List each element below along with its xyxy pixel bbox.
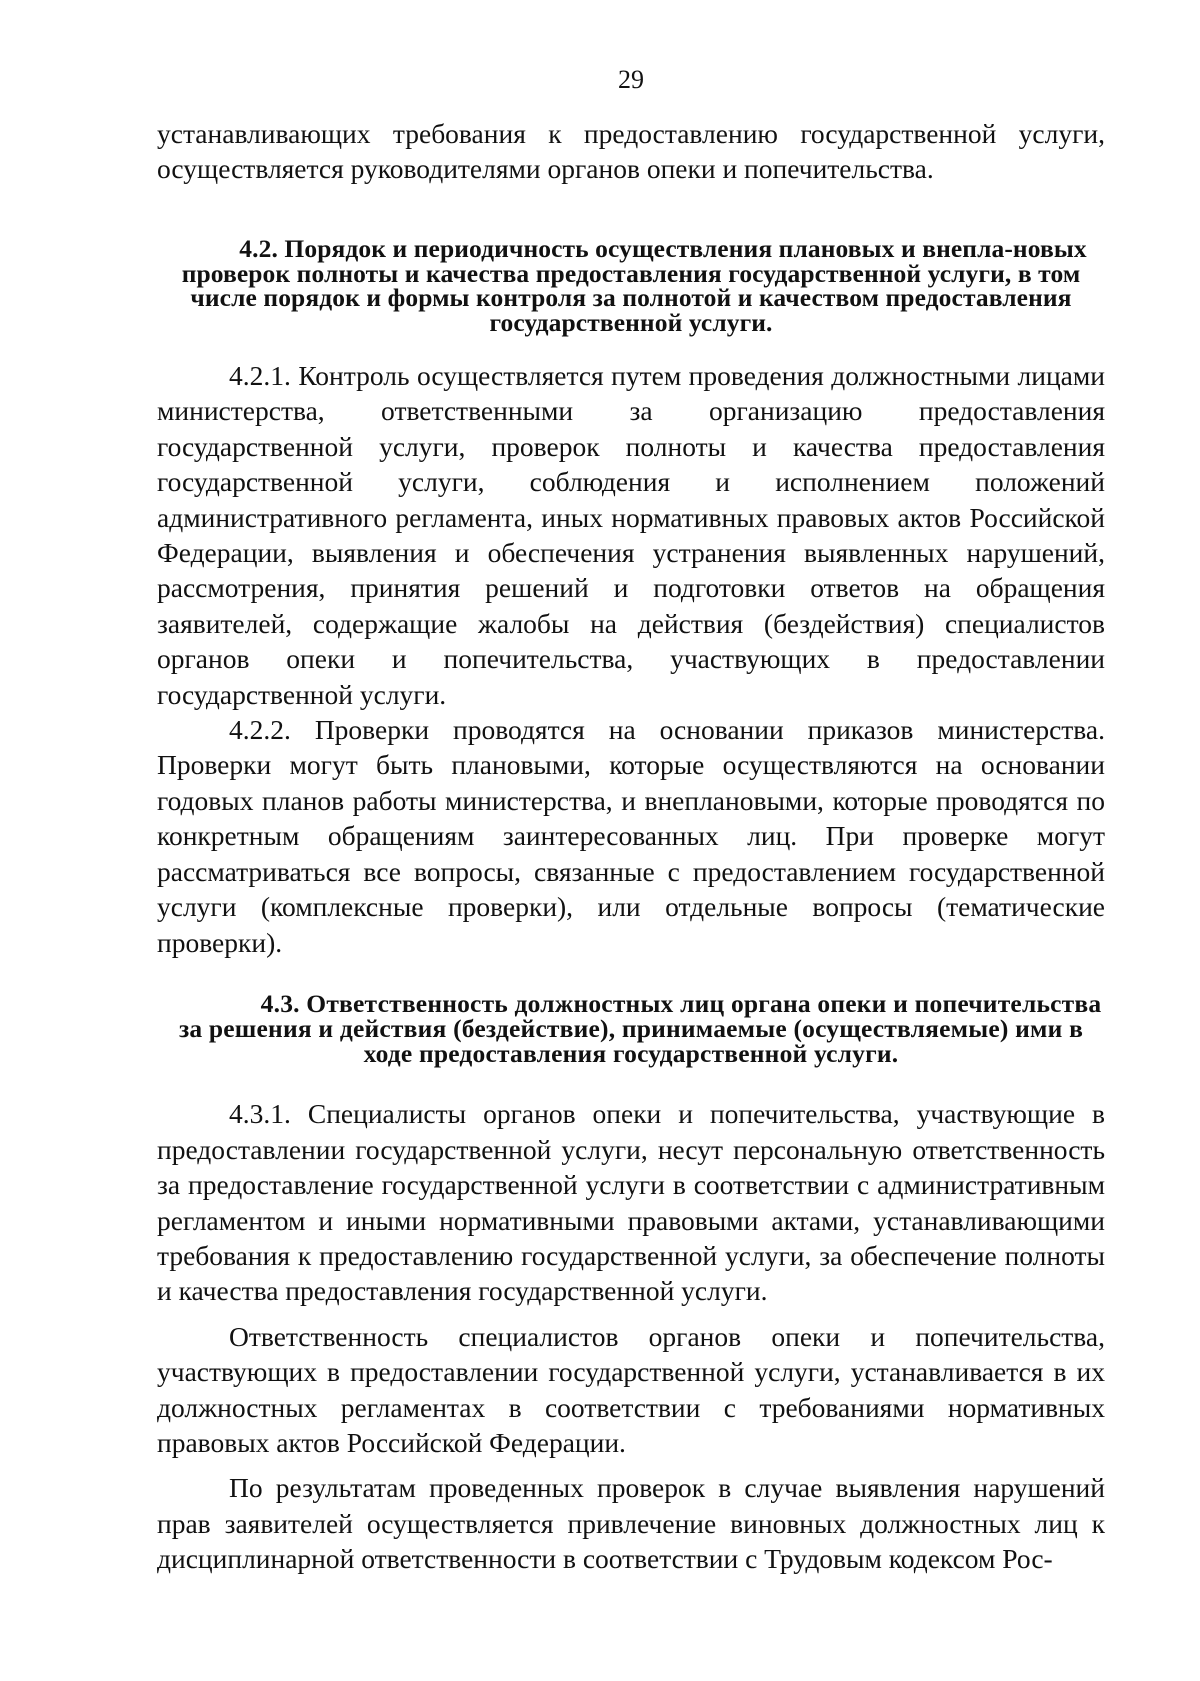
paragraph-responsibility: Ответственность специалистов органов опеки и попечительства, участвующих в предоставлении государственной услуги, устанавливается в их должностных регламентах в соответствии с требованиями нормативных правовых актов Российской Федерации. [157,1320,1105,1458]
paragraph-4-3-1: 4.3.1. Специалисты органов опеки и попечительства, участвующие в предоставлении государственной услуги, несут персональную ответственность за предоставление государственной услуги в соответствии с административным регламентом и иными нормативными правовыми актами, устанавливающими требования к предоставлению государственной услуги, за обеспечение полноты и качества предоставления государственной услуги. [157,1098,1105,1307]
intro-paragraph: устанавливающих требования к предоставлению государственной услуги, осуществляется руководителями органов опеки и попечительства. [157,118,1105,185]
paragraph-check-results: По результатам проведенных проверок в случае выявления нарушений прав заявителей осуществляется привлечение виновных должностных лиц к дисциплинарной ответственности в соответствии с Трудовым кодексом Рос- [157,1472,1105,1575]
page-number: 29 [618,65,644,94]
paragraph-4-2-1: 4.2.1. Контроль осуществляется путем проведения должностными лицами министерства, ответственными за организацию предоставления государственной услуги, проверок полноты и качества предоставления государственной услуги, соблюдения и исполнением положений административного регламента, иных нормативных правовых актов Российской Федерации, выявления и обеспечения устранения выявленных нарушений, рассмотрения, принятия решений и подготовки ответов на обращения заявителей, содержащие жалобы на действия (бездействия) специалистов органов опеки и попечительства, участвующих в предоставлении государственной услуги. [157,360,1105,710]
section-4-3-heading: 4.3. Ответственность должностных лиц органа опеки и попечительства за решения и действия (бездействие), принимаемые (осуществляемые) ими в ходе предоставления государственной услуги. [178,988,1102,1068]
document-page [157,62,1105,1577]
paragraph-4-2-2: 4.2.2. Проверки проводятся на основании приказов министерства. Проверки могут быть плановыми, которые осуществляются на основании годовых планов работы министерства, и внеплановыми, которые проводятся по конкретным обращениям заинтересованных лиц. При проверке могут рассматриваться все вопросы, связанные с предоставлением государственной услуги (комплексные проверки), или отдельные вопросы (тематические проверки). [157,714,1105,958]
section-4-2-heading: 4.2. Порядок и периодичность осуществления плановых и внепла-новых проверок полноты и качества предоставления государственной услуги, в том числе порядок и формы контроля за полнотой и качеством предоставления государственной услуги. [181,233,1087,338]
